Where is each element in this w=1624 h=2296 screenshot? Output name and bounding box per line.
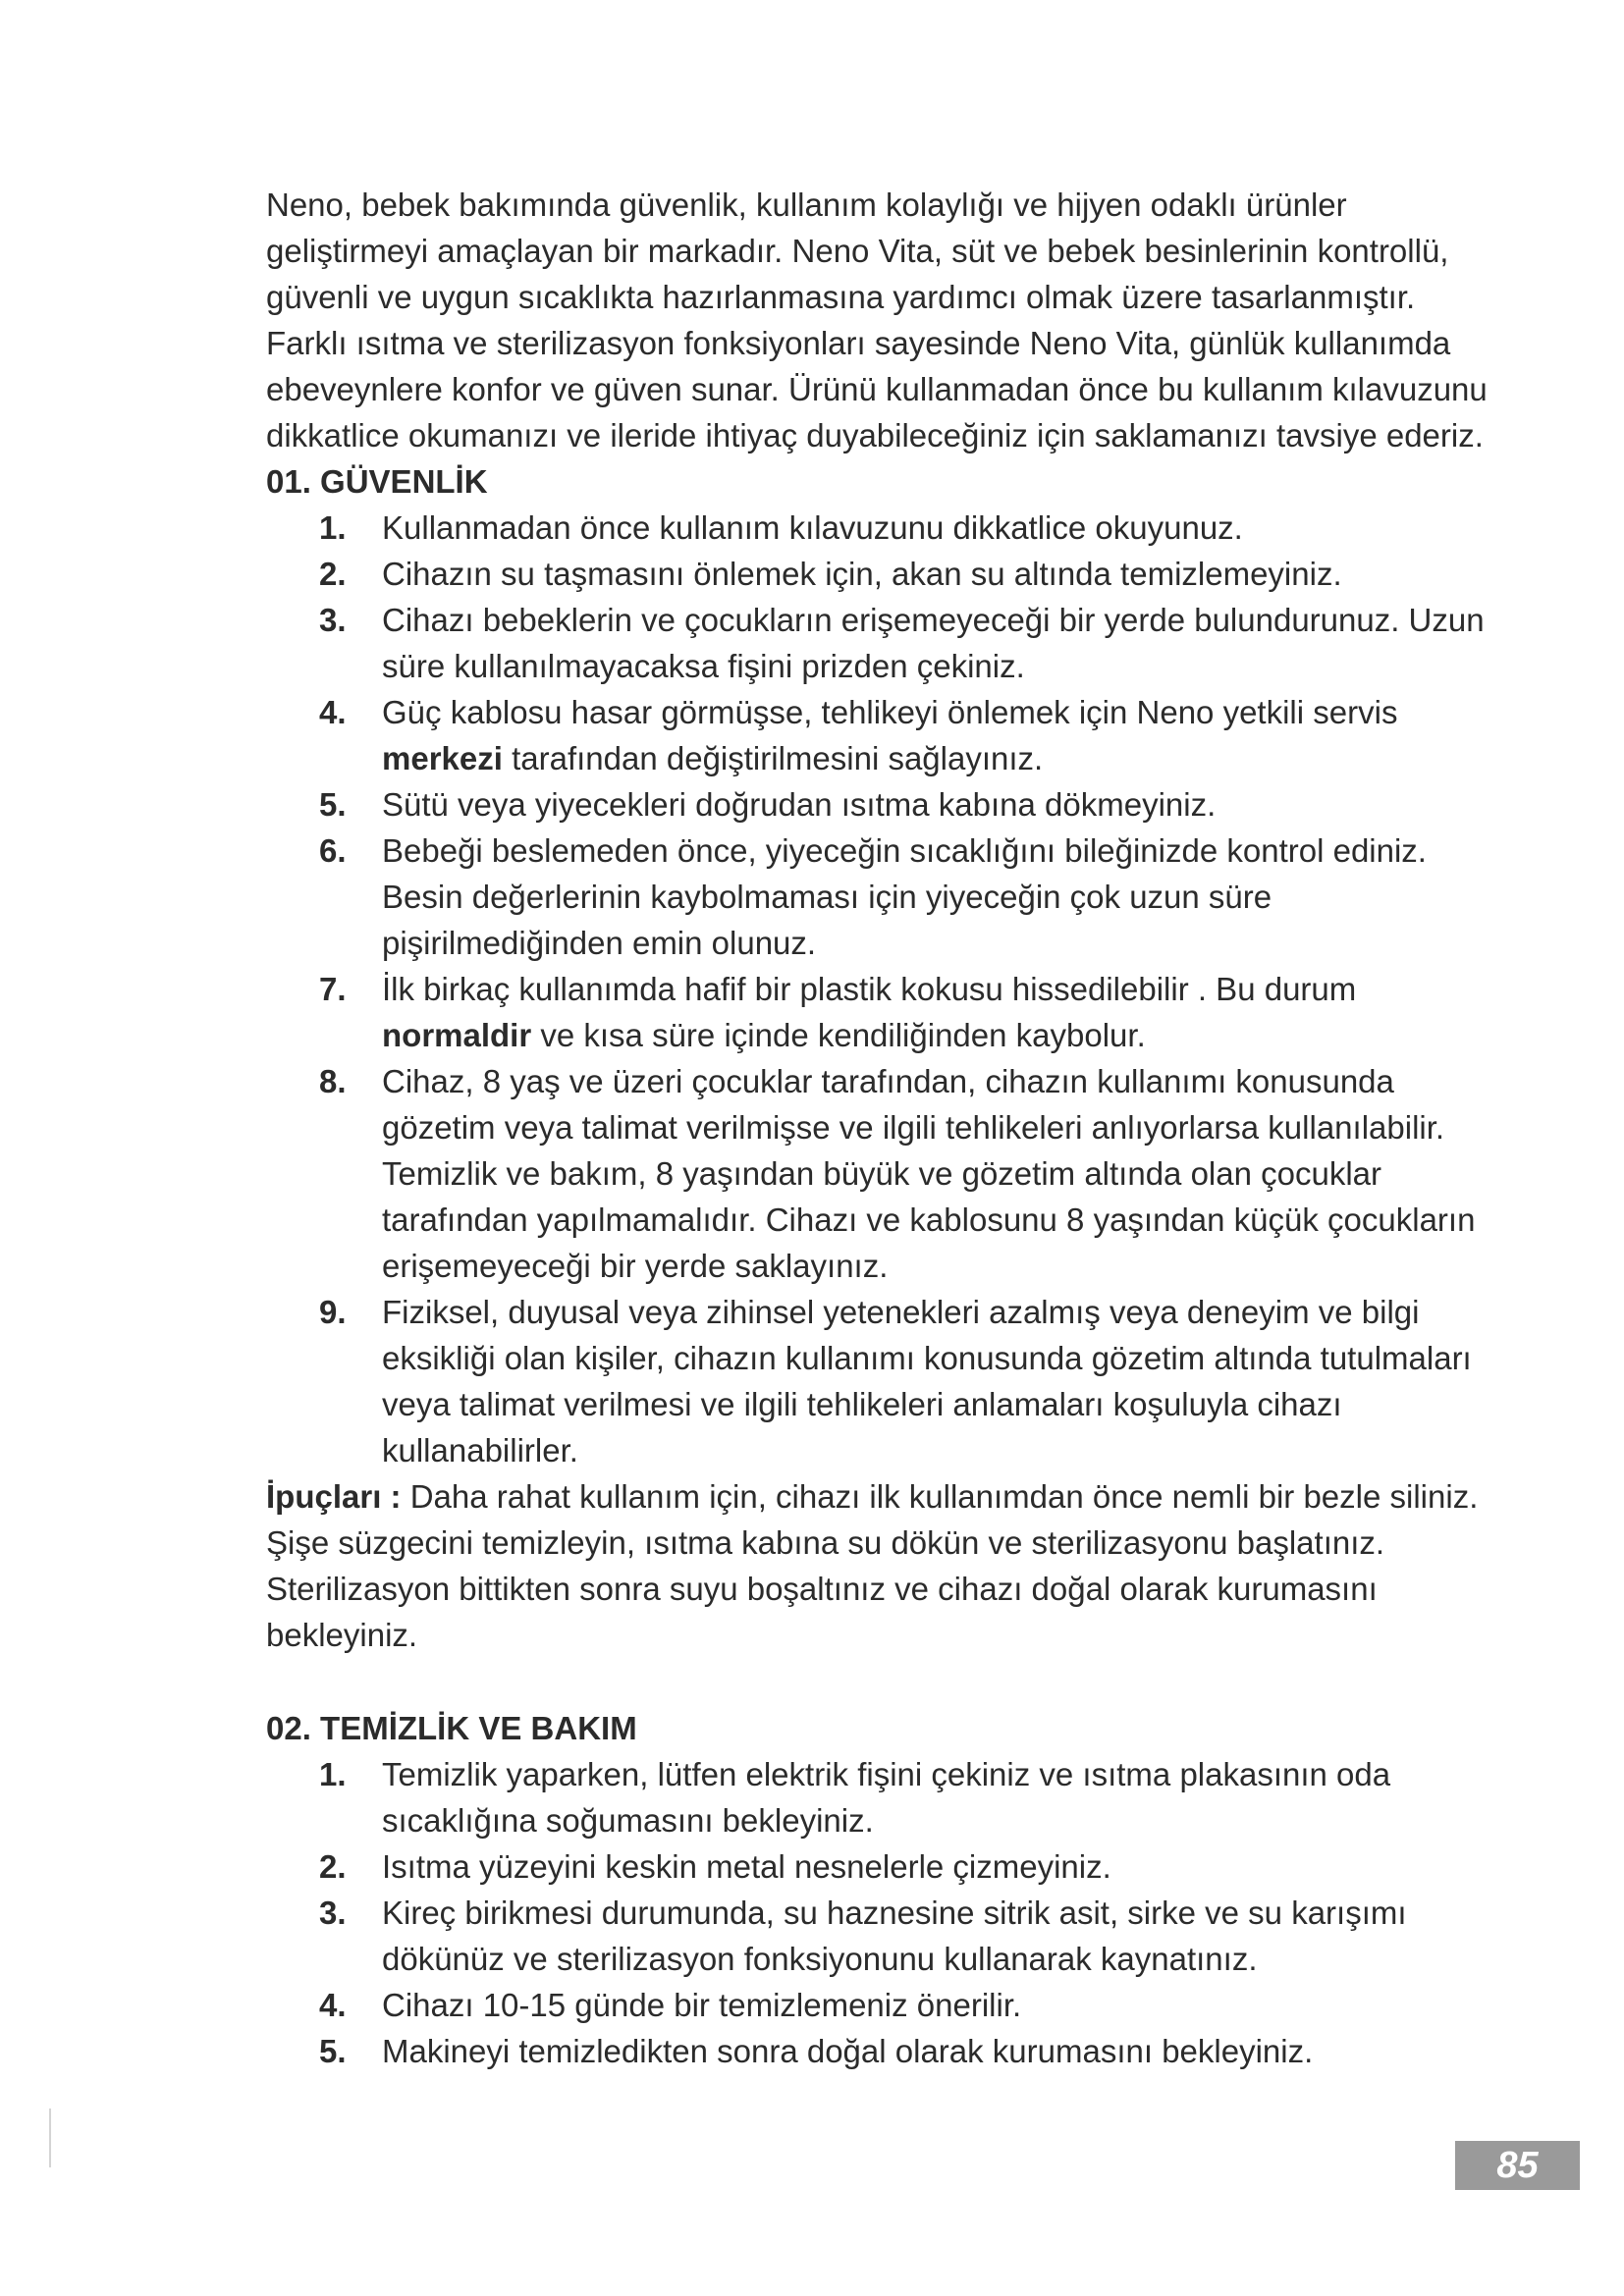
item-number: 5. (319, 786, 347, 823)
intro-paragraph (266, 182, 1503, 458)
section-heading-safety: 01. GÜVENLİK (266, 463, 488, 500)
item-number: 5. (319, 2033, 347, 2069)
page-number: 85 (1455, 2141, 1580, 2190)
item-number: 8. (319, 1063, 347, 1099)
item-text (382, 689, 1503, 781)
list-item (266, 1751, 1503, 1843)
tips-text: Daha rahat kullanım için, cihazı ilk kullanımdan önce nemli bir bezle siliniz. Şişe süzgecini temizleyin, ısıtma kabına su dökün ve sterilizasyonu başlatınız. Sterilizasyon bittikten sonra suyu boşaltınız ve cihazı doğal olarak kurumasını bekleyiniz. (266, 1478, 1479, 1653)
cleaning-list (266, 1751, 1503, 2074)
section-safety (266, 458, 1503, 1473)
list-item (266, 689, 1503, 781)
list-item (266, 505, 1503, 551)
item-text-after: tarafından değiştirilmesini sağlayınız. (502, 740, 1044, 776)
item-number: 4. (319, 1987, 347, 2023)
section-heading-cleaning: 02. TEMİZLİK VE BAKIM (266, 1710, 637, 1746)
item-number: 1. (319, 1756, 347, 1792)
item-number: 4. (319, 694, 347, 730)
page-content (266, 182, 1503, 2074)
item-text-before: Güç kablosu hasar görmüşse, tehlikeyi önlemek için Neno yetkili servis (382, 694, 1398, 730)
item-number: 2. (319, 1848, 347, 1885)
margin-rule (49, 2109, 51, 2167)
list-item (266, 781, 1503, 828)
list-item (266, 1982, 1503, 2028)
list-item (266, 2028, 1503, 2074)
list-item (266, 1890, 1503, 1982)
item-number: 3. (319, 602, 347, 638)
item-text-bold: merkezi (382, 740, 503, 776)
item-text: Cihazı 10-15 günde bir temizlemeniz önerilir. (382, 1987, 1022, 2023)
list-item (266, 1843, 1503, 1890)
item-text (382, 966, 1503, 1058)
item-text: Makineyi temizledikten sonra doğal olarak kurumasını bekleyiniz. (382, 2033, 1314, 2069)
item-number: 7. (319, 971, 347, 1007)
list-item (266, 966, 1503, 1058)
item-number: 9. (319, 1294, 347, 1330)
item-text: Cihazı bebeklerin ve çocukların erişemeyeceği bir yerde bulundurunuz. Uzun süre kullanılmayacaksa fişini prizden çekiniz. (382, 602, 1485, 684)
item-text: Fiziksel, duyusal veya zihinsel yetenekleri azalmış veya deneyim ve bilgi eksikliği olan kişiler, cihazın kullanımı konusunda gözetim altında tutulmaları veya talimat verilmesi ve ilgili tehlikeleri anlamaları koşuluyla cihazı kullanabilirler. (382, 1294, 1472, 1468)
item-text: Bebeği beslemeden önce, yiyeceğin sıcaklığını bileğinizde kontrol ediniz. Besin değerlerinin kaybolmaması için yiyeceğin çok uzun süre pişirilmediğinden emin olunuz. (382, 832, 1427, 961)
list-item (266, 1058, 1503, 1289)
item-number: 3. (319, 1895, 347, 1931)
item-number: 1. (319, 509, 347, 546)
intro-text: Neno, bebek bakımında güvenlik, kullanım kolaylığı ve hijyen odaklı ürünler geliştirmeyi amaçlayan bir markadır. Neno Vita, süt ve bebek besinlerinin kontrollü, güvenli ve uygun sıcaklıkta hazırlanmasına yardımcı olmak üzere tasarlanmıştır. Farklı ısıtma ve sterilizasyon fonksiyonları sayesinde Neno Vita, günlük kullanımda ebeveynlere konfor ve güven sunar. Ürünü kullanmadan önce bu kullanım kılavuzunu dikkatlice okumanızı ve ileride ihtiyaç duyabileceğiniz için saklamanızı tavsiye ederiz. (266, 187, 1488, 454)
list-item (266, 1289, 1503, 1473)
section-cleaning (266, 1705, 1503, 2074)
item-text-bold: normaldir (382, 1017, 532, 1053)
list-item (266, 551, 1503, 597)
tips-paragraph (266, 1473, 1503, 1658)
tips-label: İpuçları : (266, 1478, 402, 1515)
item-text-before: İlk birkaç kullanımda hafif bir plastik kokusu hissedilebilir . Bu durum (382, 971, 1357, 1007)
list-item (266, 828, 1503, 966)
item-text: Sütü veya yiyecekleri doğrudan ısıtma kabına dökmeyiniz. (382, 786, 1217, 823)
item-number: 2. (319, 556, 347, 592)
safety-list (266, 505, 1503, 1473)
item-number: 6. (319, 832, 347, 869)
item-text: Kullanmadan önce kullanım kılavuzunu dikkatlice okuyunuz. (382, 509, 1243, 546)
item-text-after: ve kısa süre içinde kendiliğinden kaybolur. (531, 1017, 1146, 1053)
list-item (266, 597, 1503, 689)
item-text: Isıtma yüzeyini keskin metal nesnelerle çizmeyiniz. (382, 1848, 1111, 1885)
item-text: Temizlik yaparken, lütfen elektrik fişini çekiniz ve ısıtma plakasının oda sıcaklığına soğumasını bekleyiniz. (382, 1756, 1391, 1839)
item-text: Kireç birikmesi durumunda, su haznesine sitrik asit, sirke ve su karışımı dökünüz ve sterilizasyon fonksiyonunu kullanarak kaynatınız. (382, 1895, 1407, 1977)
item-text: Cihazın su taşmasını önlemek için, akan su altında temizlemeyiniz. (382, 556, 1342, 592)
item-text: Cihaz, 8 yaş ve üzeri çocuklar tarafından, cihazın kullanımı konusunda gözetim veya talimat verilmişse ve ilgili tehlikeleri anlıyorlarsa kullanılabilir. Temizlik ve bakım, 8 yaşından büyük ve gözetim altında olan çocuklar tarafından yapılmamalıdır. Cihazı ve kablosunu 8 yaşından küçük çocukların erişemeyeceği bir yerde saklayınız. (382, 1063, 1476, 1284)
